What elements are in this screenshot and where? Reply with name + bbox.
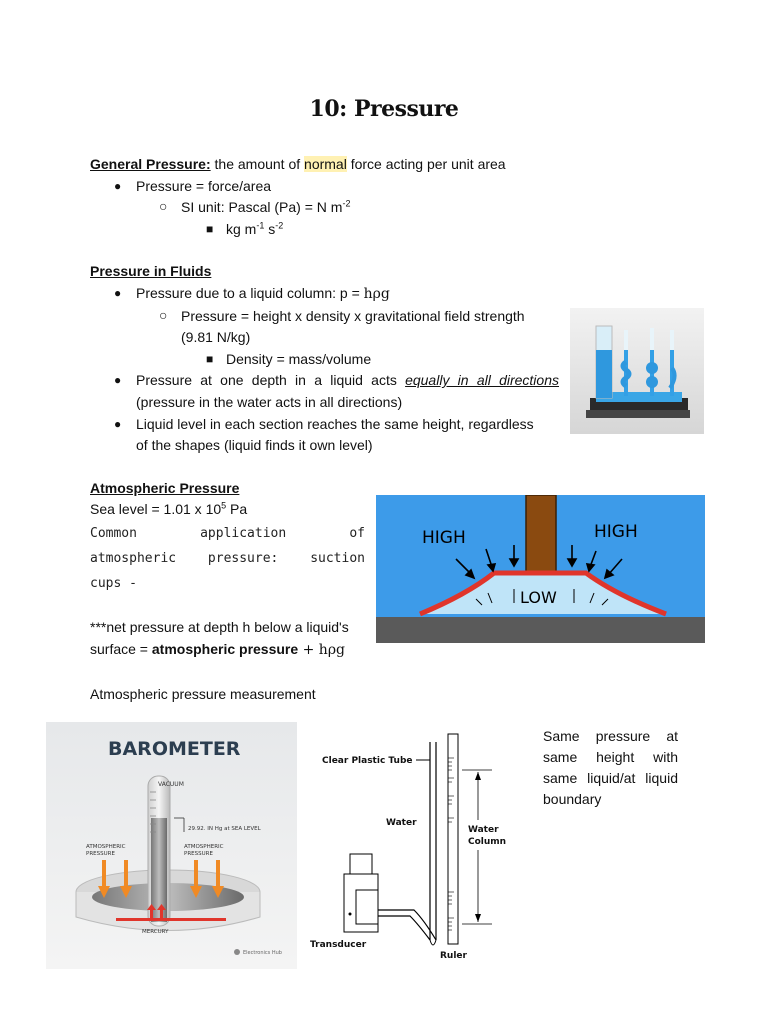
atmospheric-heading-text: Atmospheric Pressure [90, 480, 240, 496]
net-pressure-pre: surface = [90, 641, 152, 657]
low-label: LOW [520, 588, 557, 607]
suction-note-line2: atmospheric pressure: suction [90, 551, 365, 566]
equal-directions-em: equally in all directions [405, 372, 559, 388]
general-text-pre: the amount of [210, 156, 305, 172]
high-right-label: HIGH [594, 522, 638, 542]
liquid-level-line2: of the shapes (liquid finds it own level) [136, 437, 373, 453]
base-unit-b: s [264, 221, 276, 237]
barometer-illustration [46, 722, 297, 969]
fluids-heading-text: Pressure in Fluids [90, 263, 212, 279]
equal-directions-line2: (pressure in the water acts in all directions) [136, 394, 403, 410]
base-unit-a: kg m [226, 221, 257, 237]
side-note: Same pressure at same height with same liquid/at liquid boundary [543, 728, 678, 807]
net-pressure-line2 [90, 639, 345, 661]
sea-level-label: 29.92. IN Hg at SEA LEVEL [188, 826, 261, 832]
bullet-liquid-level: ● Liquid level in each section reaches the same height, regardless [136, 414, 534, 435]
net-pressure-bold: atmospheric pressure [151, 641, 299, 657]
general-pressure-definition [90, 154, 506, 175]
highlight-normal: normal [304, 156, 347, 172]
gravity-value: (9.81 N/kg) [181, 329, 251, 345]
atm-left-label: ATMOSPHERIC PRESSURE [86, 844, 126, 857]
mercury-label: MERCURY [142, 929, 169, 935]
water-column-label: Water Column [468, 825, 507, 847]
suction-cup-diagram [376, 495, 705, 643]
si-unit-text: SI unit: Pascal (Pa) = N m [181, 199, 343, 215]
si-unit-sup: -2 [342, 198, 351, 209]
net-pressure-formula: + hρg [298, 642, 346, 658]
atmospheric-heading [90, 478, 239, 499]
general-pressure-heading: General Pressure: [90, 156, 211, 172]
bullet-pressure-formula: ● Pressure = force/area [136, 176, 271, 197]
ruler-label: Ruler [440, 951, 467, 961]
suction-note-line1: Common application of [90, 526, 365, 541]
high-left-label: HIGH [422, 528, 466, 548]
suction-note-line3: cups - [90, 576, 137, 591]
transducer-label: Transducer [310, 940, 367, 950]
base-unit-sup1: -1 [256, 220, 265, 231]
water-label: Water [386, 818, 417, 828]
equal-directions-pre: Pressure at one depth in a liquid acts [136, 372, 406, 388]
bullet-density: ■ Density = mass/volume [226, 349, 371, 370]
bullet-liquid-column [136, 283, 390, 305]
brand-label: Electronics Hub [243, 950, 282, 956]
sea-level-sup: 5 [221, 500, 227, 511]
sea-level-text: Sea level = 1.01 x 10 [90, 501, 222, 517]
bullet-equal-directions [136, 370, 559, 391]
atm-right-label: ATMOSPHERIC PRESSURE [184, 844, 224, 857]
bullet-si-unit [181, 197, 350, 218]
sea-level-pressure [90, 499, 247, 520]
liquid-column-text: Pressure due to a liquid column: p = [136, 285, 364, 301]
tube-label: Clear Plastic Tube [322, 756, 413, 766]
liquid-column-formula: hρg [363, 286, 390, 302]
net-pressure-line1: ***net pressure at depth h below a liquid's [90, 619, 349, 635]
bullet-base-units [226, 219, 283, 240]
bullet-height-density: ○ Pressure = height x density x gravitational field strength [181, 306, 525, 327]
base-unit-sup2: -2 [275, 220, 284, 231]
communicating-vessels-photo [570, 308, 704, 434]
barometer-title: BAROMETER [108, 738, 241, 760]
page-title: 10: Pressure [309, 96, 459, 122]
fluids-heading [90, 261, 211, 282]
sea-level-unit: Pa [226, 501, 248, 517]
manometer-diagram [306, 728, 520, 964]
measurement-label: Atmospheric pressure measurement [90, 686, 316, 702]
general-text-post: force acting per unit area [346, 156, 506, 172]
vacuum-label: VACUUM [158, 781, 184, 788]
